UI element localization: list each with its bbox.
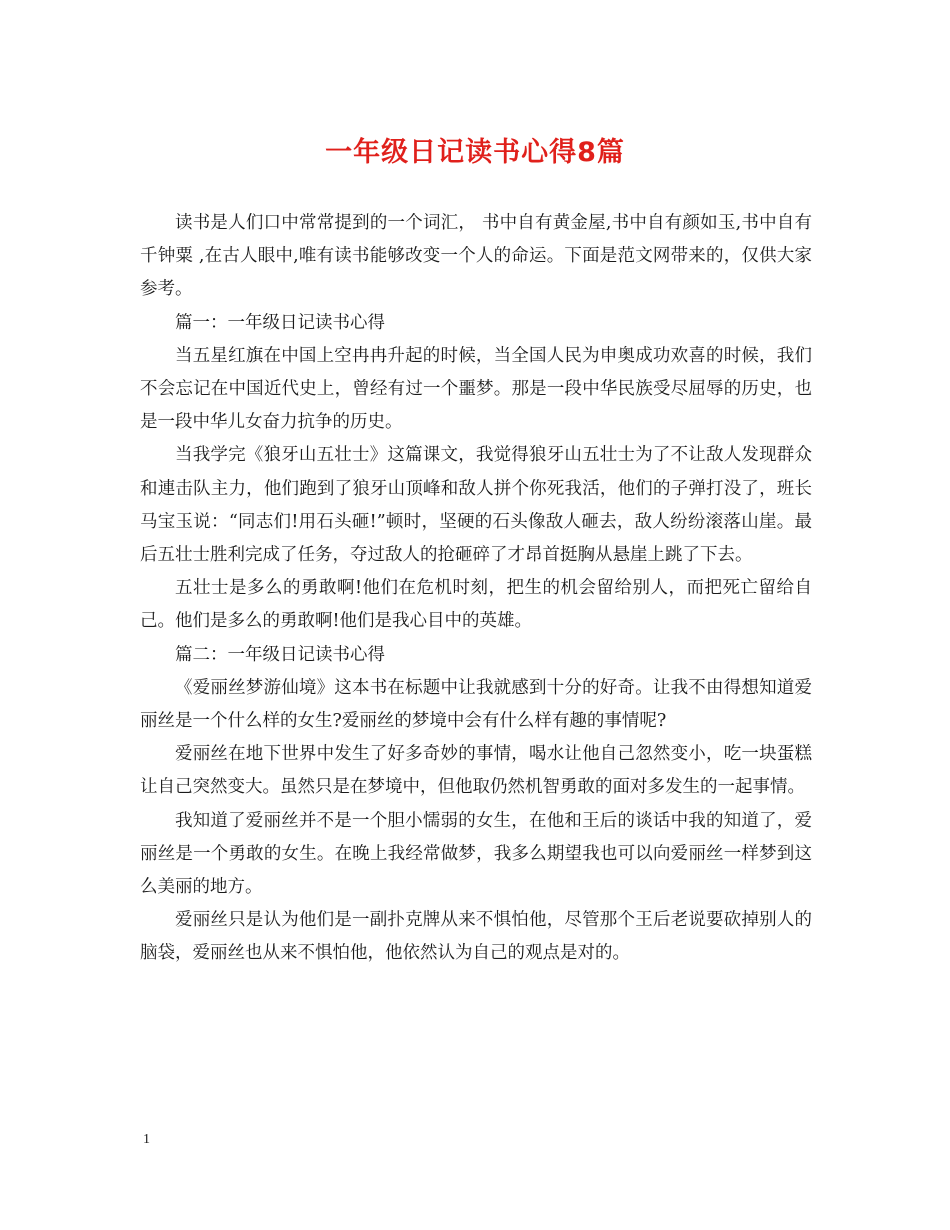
document-body: [140, 207, 812, 971]
paragraph: 当我学完《狼牙山五壮士》这篇课文，我觉得狼牙山五壮士为了不让敌人发现群众和連击队主力，他们跑到了狼牙山顶峰和敌人拼个你死我活，他们的子弹打没了，班长马宝玉说：“同志们!用石头砸!”顿时，坚硬的石头像敌人砸去，敌人纷纷滚落山崖。最后五壮士胜利完成了任务，夺过敌人的抢砸碎了才昂首挺胸从悬崖上跳了下去。: [140, 445, 812, 566]
paragraph: 五壮士是多么的勇敢啊!他们在危机时刻，把生的机会留给别人，而把死亡留给自己。他们是多么的勇敢啊!他们是我心目中的英雄。: [140, 578, 812, 632]
page-number: 1: [143, 1132, 150, 1147]
paragraph: 《爱丽丝梦游仙境》这本书在标题中让我就感到十分的好奇。让我不由得想知道爱丽丝是一个什么样的女生?爱丽丝的梦境中会有什么样有趣的事情呢?: [140, 677, 812, 732]
paragraph: 我知道了爱丽丝并不是一个胆小懦弱的女生，在他和王后的谈话中我的知道了，爱丽丝是一个勇敢的女生。在晚上我经常做梦，我多么期望我也可以向爱丽丝一样梦到这么美丽的地方。: [140, 810, 812, 898]
document-title: 一年级日记读书心得8篇: [325, 137, 625, 168]
paragraph: 爱丽丝在地下世界中发生了好多奇妙的事情，喝水让他自己忽然变小，吃一块蛋糕让自己突然变大。虽然只是在梦境中，但他取仍然机智勇敢的面对多发生的一起事情。: [140, 744, 812, 798]
section-heading-2: 篇二：一年级日记读书心得: [175, 644, 385, 665]
paragraph: 爱丽丝只是认为他们是一副扑克牌从来不惧怕他，尽管那个王后老说要砍掉别人的脑袋，爱丽丝也从来不惧怕他，他依然认为自己的观点是对的。: [140, 910, 812, 964]
paragraph: 当五星红旗在中国上空冉冉升起的时候，当全国人民为申奥成功欢喜的时候，我们不会忘记在中国近代史上，曾经有过一个噩梦。那是一段中华民族受尽屈辱的历史，也是一段中华儿女奋力抗争的历史。: [140, 345, 812, 433]
section-heading-1: 篇一：一年级日记读书心得: [175, 312, 385, 333]
paragraph-intro: 读书是人们口中常常提到的一个词汇， 书中自有黄金屋,书中自有颜如玉,书中自有千钟粟 ,在古人眼中,唯有读书能够改变一个人的命运。下面是范文网带来的，仅供大家参考。: [140, 213, 812, 300]
